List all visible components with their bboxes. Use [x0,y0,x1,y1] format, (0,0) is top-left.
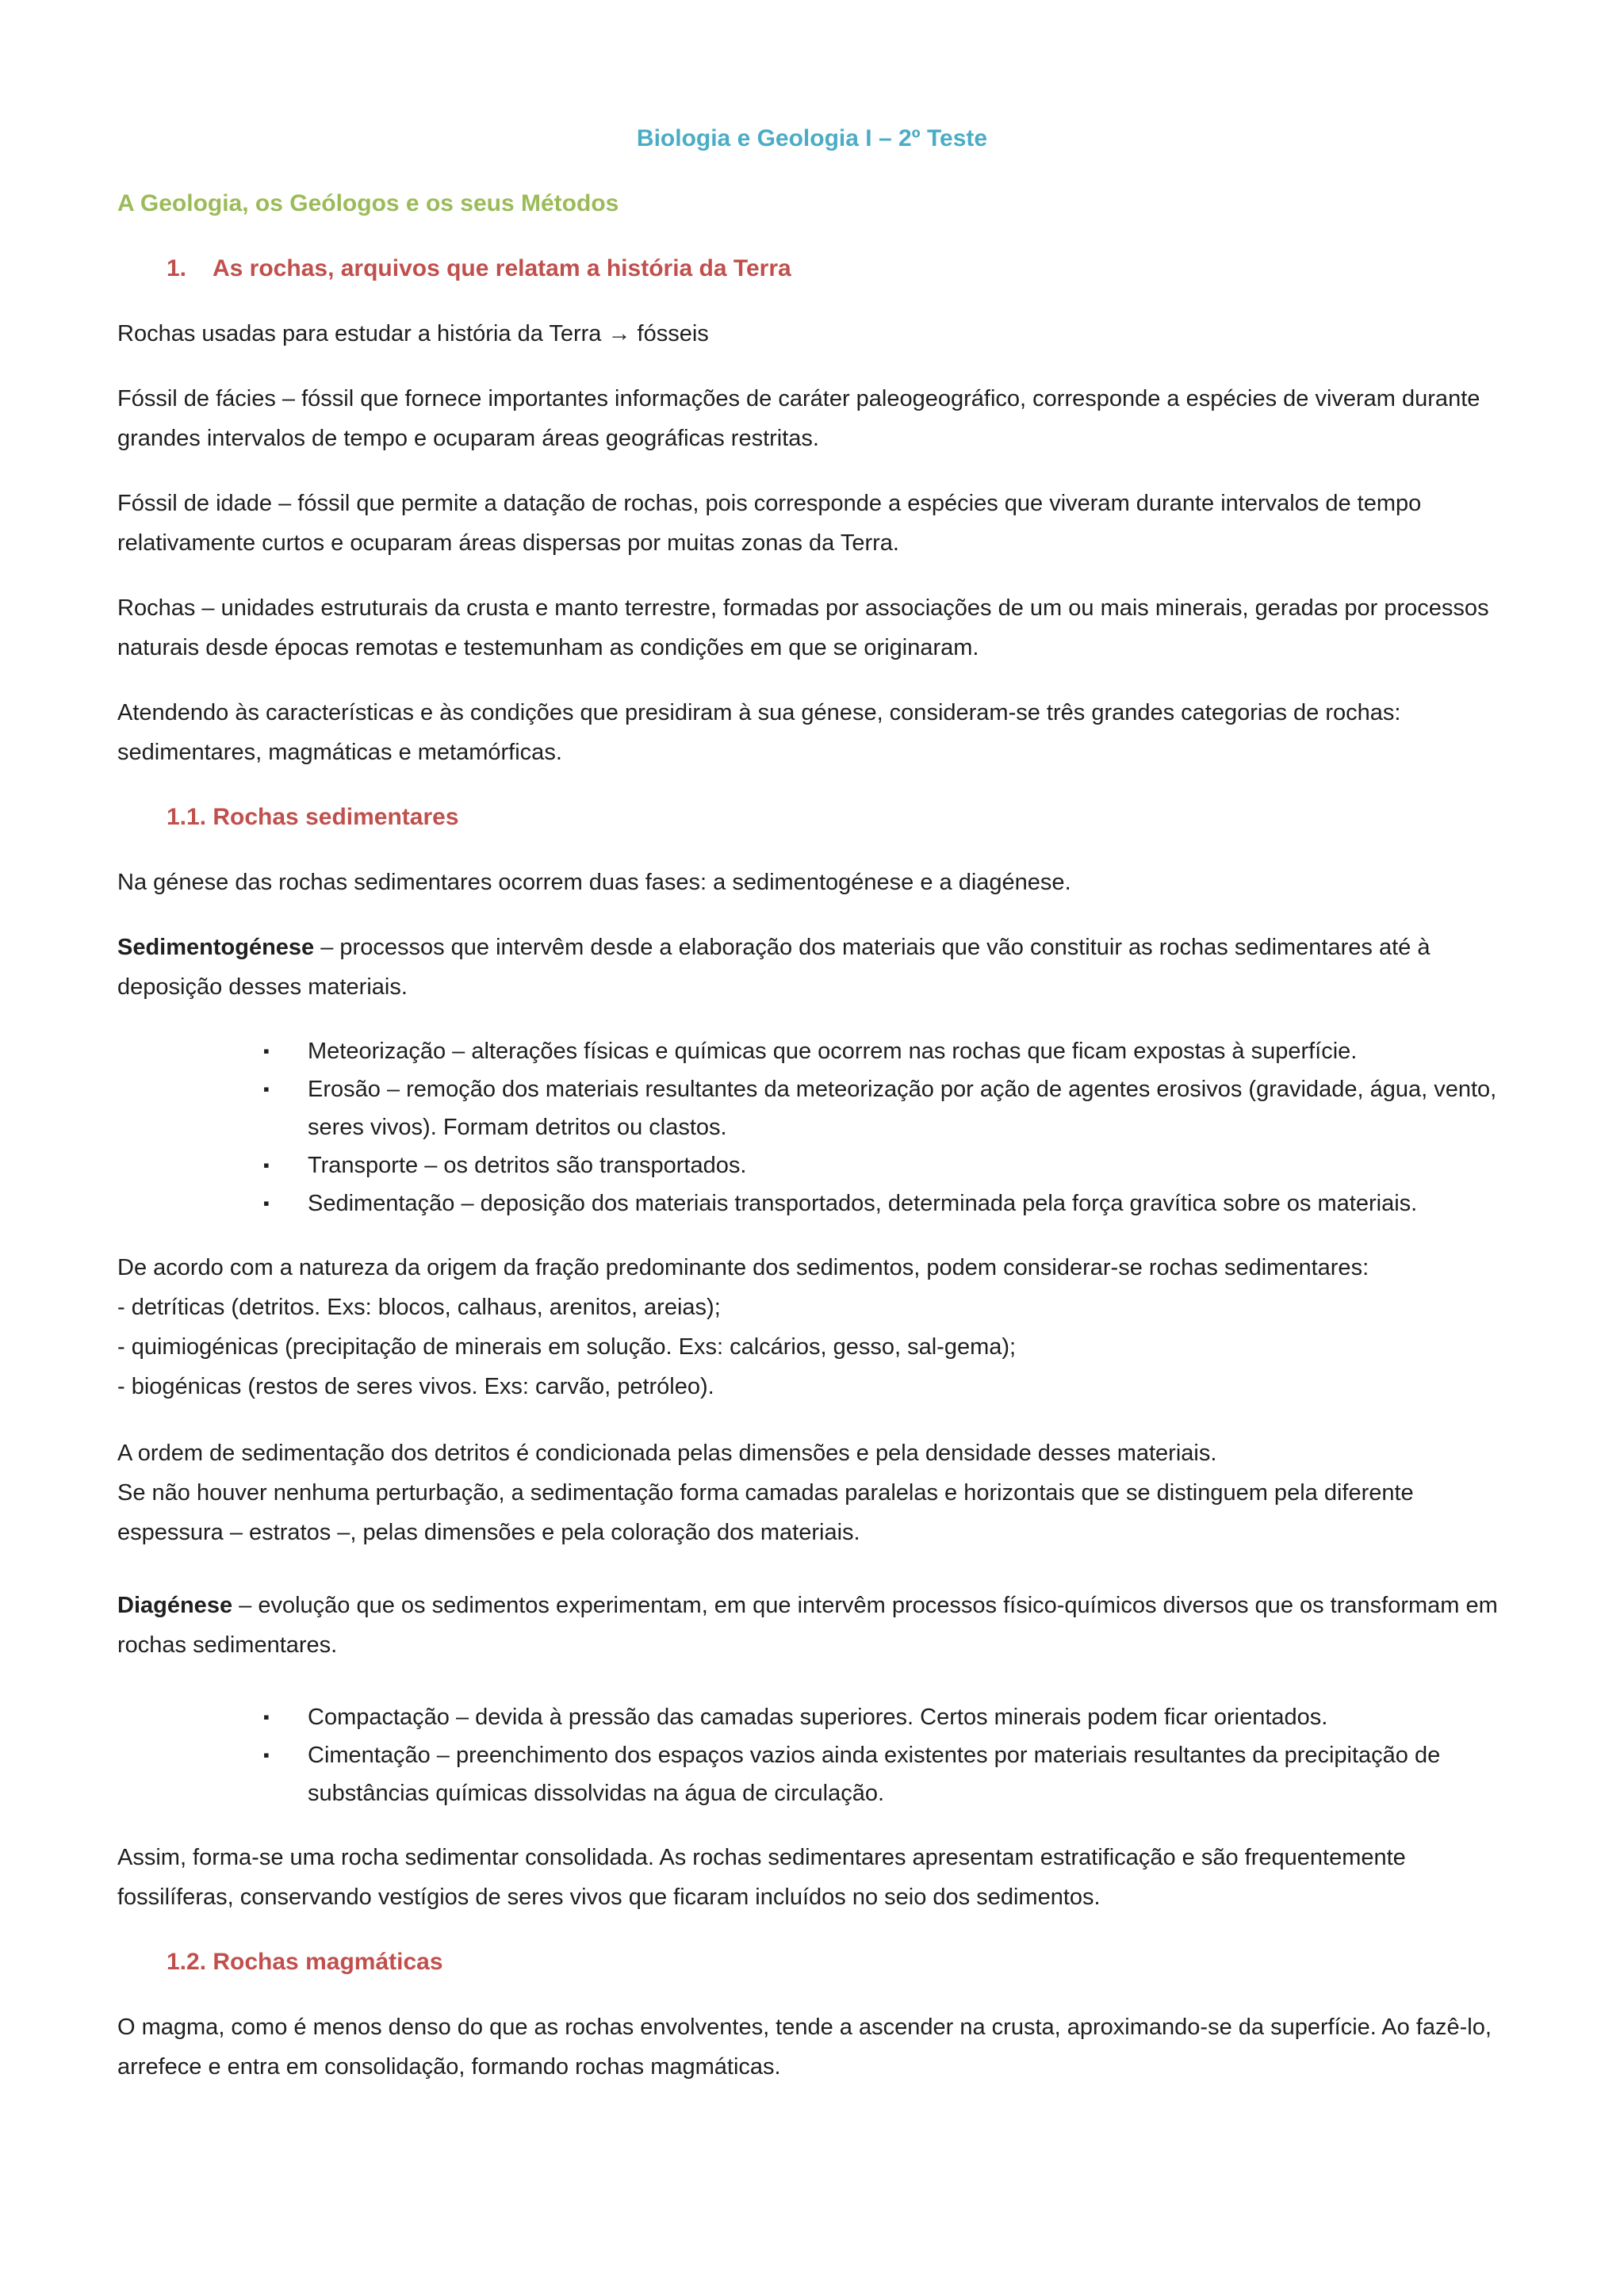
spacer [117,1578,1507,1586]
heading-1-2: 1.2. Rochas magmáticas [167,1949,443,1975]
ordem-paragraph: Se não houver nenhuma perturbação, a sedimentação forma camadas paralelas e horizontais que se distinguem pela diferente espessura – estratos –, pelas dimensões e pela coloração dos materiais. [117,1480,1414,1545]
definition-sedimentogenese: – processos que intervêm desde a elaboração dos materiais que vão constituir as rochas sedimentares até à deposição desses materiais. [117,935,1431,1000]
document-page [117,119,1507,2112]
document-title: Biologia e Geologia I – 2º Teste [636,125,988,151]
ordem-line: A ordem de sedimentação dos detritos é condicionada pelas dimensões e pela densidade desses materiais. [117,1441,1217,1466]
paragraph-fossil-facies: Fóssil de fácies – fóssil que fornece importantes informações de caráter paleogeográfico, corresponde a espécies de viveram durante grandes intervalos de tempo e ocuparam áreas geográficas restritas. [117,386,1480,451]
heading-1-text: As rochas, arquivos que relatam a história da Terra [213,255,791,281]
paragraph-categorias: Atendendo às características e às condições que presidiram à sua génese, consideram-se três grandes categorias de rochas: sedimentares, magmáticas e metamórficas. [117,700,1401,765]
heading-1-1: 1.1. Rochas sedimentares [167,804,459,830]
bullet-icon: ▪ [263,1041,270,1061]
natureza-line: - quimiogénicas (precipitação de minerais em solução. Exs: calcários, gesso, sal-gema); [117,1334,1017,1360]
heading-1-number: 1. [167,255,187,281]
bullet-icon: ▪ [263,1707,270,1727]
list-item: ▪ Cimentação – preenchimento dos espaços vazios ainda existentes por materiais resultantes da precipitação de substâncias químicas dissolvidas na água de circulação. [308,1736,1507,1812]
bullet-icon: ▪ [263,1193,270,1213]
term-diagenese: Diagénese [117,1593,233,1618]
heading-1 [117,249,1507,289]
section-heading: A Geologia, os Geólogos e os seus Métodos [117,190,619,216]
paragraph-diagenese [117,1586,1507,1665]
spacer [117,1406,1507,1433]
list-item: ▪ Compactação – devida à pressão das camadas superiores. Certos minerais podem ficar orientados. [308,1698,1507,1736]
paragraph-fossil-idade: Fóssil de idade – fóssil que permite a datação de rochas, pois corresponde a espécies que viveram durante intervalos de tempo relativamente curtos e ocuparam áreas dispersas por muitas zonas da Terra. [117,491,1422,556]
paragraph-sedimentogenese [117,928,1507,1007]
paragraph-rochas: Rochas – unidades estruturais da crusta e manto terrestre, formadas por associações de um ou mais minerais, geradas por processos naturais desde épocas remotas e testemunham as condições em que se originaram. [117,595,1489,660]
bullet-icon: ▪ [263,1745,270,1765]
list-sedimentogenese [117,1032,1507,1223]
list-item: ▪ Erosão – remoção dos materiais resultantes da meteorização por ação de agentes erosivos (gravidade, água, vento, seres vivos). Formam detritos ou clastos. [308,1070,1507,1146]
list-item: ▪ Transporte – os detritos são transportados. [308,1146,1507,1184]
bullet-icon: ▪ [263,1079,270,1099]
natureza-line: - biogénicas (restos de seres vivos. Exs: carvão, petróleo). [117,1374,714,1399]
paragraph-consolidada: Assim, forma-se uma rocha sedimentar consolidada. As rochas sedimentares apresentam estratificação e são frequentemente fossilíferas, conservando vestígios de seres vivos que ficaram incluídos no seio dos sedimentos. [117,1845,1406,1910]
definition-diagenese: – evolução que os sedimentos experimentam, em que intervêm processos físico-químicos diversos que os transformam em rochas sedimentares. [117,1593,1498,1658]
term-sedimentogenese: Sedimentogénese [117,935,315,960]
list-item: ▪ Sedimentação – deposição dos materiais transportados, determinada pela força gravítica sobre os materiais. [308,1184,1507,1223]
spacer [117,1690,1507,1698]
list-item: ▪ Meteorização – alterações físicas e químicas que ocorrem nas rochas que ficam expostas à superfície. [308,1032,1507,1070]
list-diagenese [117,1698,1507,1812]
bullet-icon: ▪ [263,1155,270,1175]
paragraph-genese: Na génese das rochas sedimentares ocorrem duas fases: a sedimentogénese e a diagénese. [117,870,1071,895]
natureza-line: - detríticas (detritos. Exs: blocos, calhaus, arenitos, areias); [117,1295,721,1320]
natureza-intro: De acordo com a natureza da origem da fração predominante dos sedimentos, podem considerar-se rochas sedimentares: [117,1255,1369,1280]
paragraph-fosseis: Rochas usadas para estudar a história da Terra → fósseis [117,321,709,346]
paragraph-magma: O magma, como é menos denso do que as rochas envolventes, tende a ascender na crusta, aproximando-se da superfície. Ao fazê-lo, arrefece e entra em consolidação, formando rochas magmáticas. [117,2015,1492,2080]
